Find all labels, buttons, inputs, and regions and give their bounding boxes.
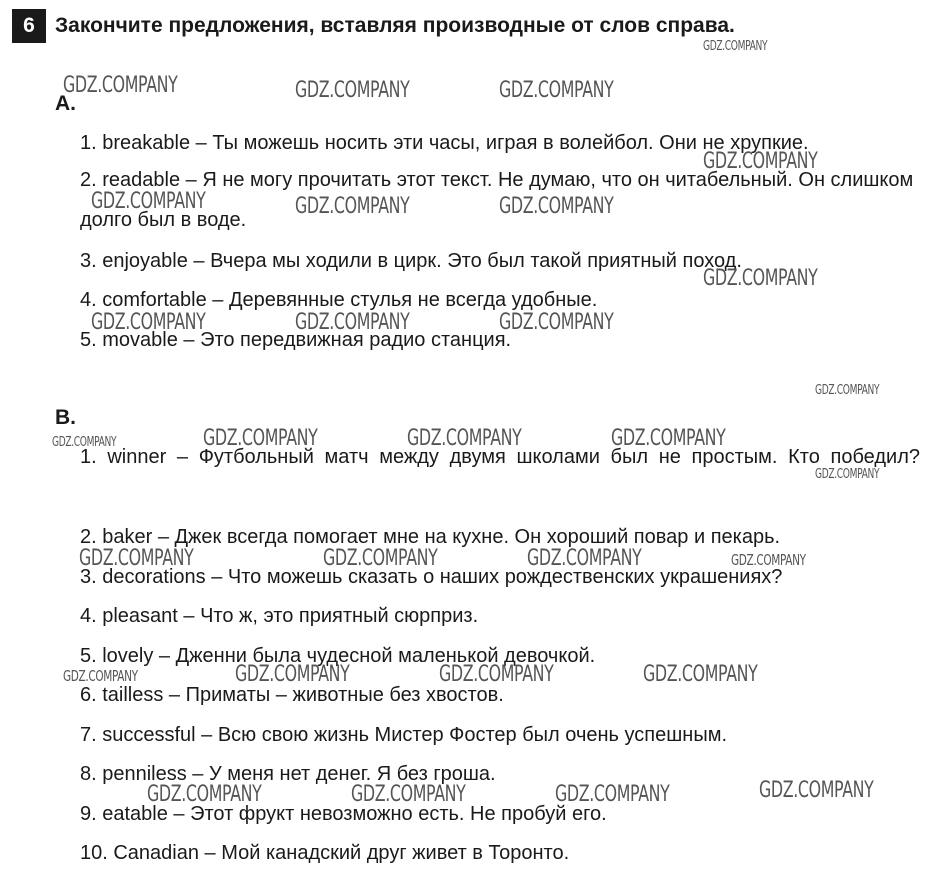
watermark: GDZ.COMPANY [91,310,206,335]
watermark: GDZ.COMPANY [63,667,138,685]
section-b-item-6: 6. tailless – Приматы – животные без хвостов. [80,684,504,706]
watermark: GDZ.COMPANY [499,194,614,219]
watermark: GDZ.COMPANY [407,426,522,451]
watermark: GDZ.COMPANY [703,149,818,174]
watermark: GDZ.COMPANY [731,551,806,569]
section-b-label: B. [55,406,76,429]
section-a-item-4: 4. comfortable – Деревянные стулья не всегда удобные. [80,289,598,311]
watermark: GDZ.COMPANY [63,73,178,98]
exercise-header [12,9,735,43]
watermark: GDZ.COMPANY [643,662,758,687]
watermark: GDZ.COMPANY [527,546,642,571]
watermark: GDZ.COMPANY [555,782,670,807]
watermark: GDZ.COMPANY [323,546,438,571]
watermark: GDZ.COMPANY [351,782,466,807]
section-b-item-9: 9. eatable – Этот фрукт невозможно есть. Не пробуй его. [80,803,607,825]
watermark: GDZ.COMPANY [203,426,318,451]
section-b-item-5: 5. lovely – Дженни была чудесной маленькой девочкой. [80,645,596,667]
watermark: GDZ.COMPANY [611,426,726,451]
watermark: GDZ.COMPANY [815,467,880,482]
watermark: GDZ.COMPANY [52,435,117,450]
section-b-item-2: 2. baker – Джек всегда помогает мне на кухне. Он хороший повар и пекарь. [80,526,781,548]
watermark: GDZ.COMPANY [147,782,262,807]
watermark: GDZ.COMPANY [703,39,768,54]
watermark: GDZ.COMPANY [703,266,818,291]
section-a-item-1: 1. breakable – Ты можешь носить эти часы, играя в волейбол. Они не хрупкие. [80,132,809,154]
watermark: GDZ.COMPANY [79,546,194,571]
section-b-item-4: 4. pleasant – Что ж, это приятный сюрприз. [80,605,479,627]
watermark: GDZ.COMPANY [759,778,874,803]
section-a-label: A. [55,92,76,115]
watermark: GDZ.COMPANY [295,194,410,219]
watermark: GDZ.COMPANY [91,189,206,214]
watermark: GDZ.COMPANY [499,310,614,335]
section-b-item-3: 3. decorations – Что можешь сказать о наших рождественских украшениях? [80,566,783,588]
watermark: GDZ.COMPANY [295,310,410,335]
watermark: GDZ.COMPANY [815,383,880,398]
section-a-item-5: 5. movable – Это передвижная радио станция. [80,329,512,351]
section-a-item-3: 3. enjoyable – Вчера мы ходили в цирк. Это был такой приятный поход. [80,250,742,272]
section-b-item-8: 8. penniless – У меня нет денег. Я без гроша. [80,763,496,785]
exercise-instruction: Закончите предложения, вставляя производные от слов справа. [55,14,735,37]
watermark: GDZ.COMPANY [499,78,614,103]
watermark: GDZ.COMPANY [295,78,410,103]
section-b-item-10: 10. Canadian – Мой канадский друг живет в Торонто. [80,842,570,864]
watermark: GDZ.COMPANY [235,662,350,687]
section-a-item-2: 2. readable – Я не могу прочитать этот текст. Не думаю, что он читабельный. Он слишком долго был в воде. [80,169,914,231]
section-b-item-7: 7. successful – Всю свою жизнь Мистер Фостер был очень успешным. [80,724,728,746]
exercise-number: 6 [12,9,46,43]
section-b-item-1: 1. winner – Футбольный матч между двумя школами был не простым. Кто победил? [80,446,920,468]
watermark: GDZ.COMPANY [439,662,554,687]
